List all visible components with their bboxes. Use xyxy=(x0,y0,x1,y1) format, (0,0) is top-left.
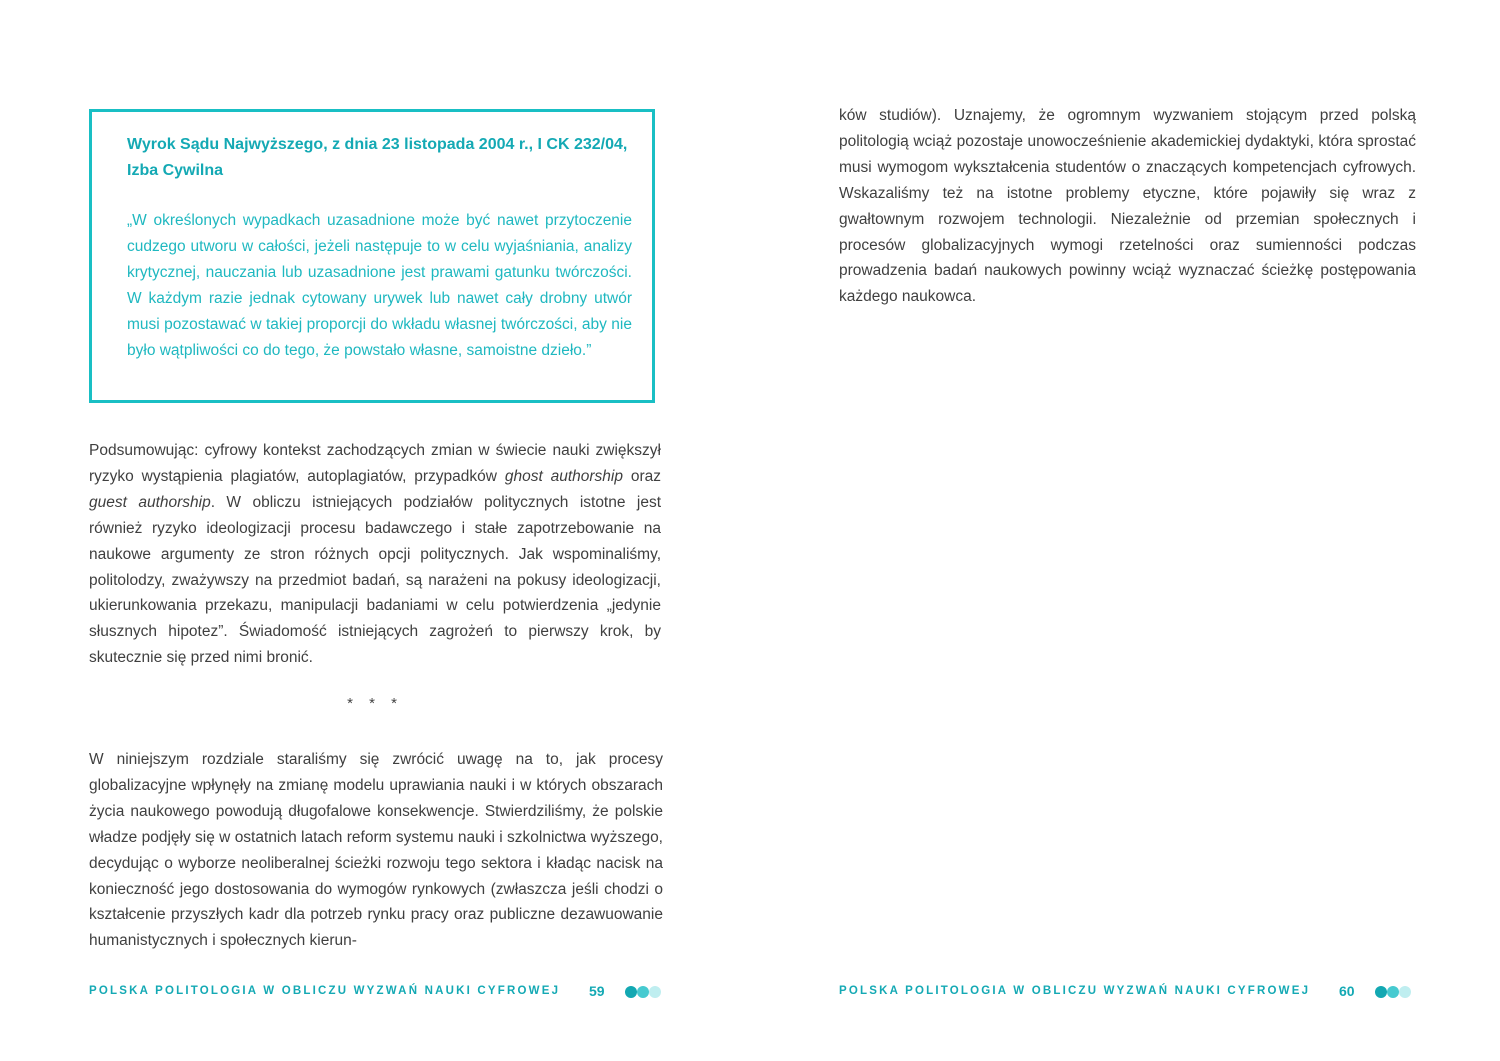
continuation-paragraph: ków studiów). Uznajemy, że ogromnym wyzwaniem stojącym przed polską politologią wciąż pozostaje unowocześnienie akademickiej dydaktyki, która sprostać musi wymogom wykształcenia studentów o znaczących kompetencjach cyfrowych. Wskazaliśmy też na istotne problemy etyczne, które pojawiły się wraz z gwałtownym rozwojem technologii. Niezależnie od przemian społecznych i procesów globalizacyjnych wymogi rzetelności oraz sumienności podczas prowadzenia badań naukowych powinny wciąż wyznaczać ścieżkę postępowania każdego naukowca. xyxy=(839,107,1416,306)
summary-text-part-1: Podsumowując: cyfrowy kontekst zachodzących zmian w świecie nauki zwiększył ryzyko wystąpienia plagiatów, autoplagiatów, przypadków xyxy=(89,442,661,485)
summary-italic-guest-authorship: guest authorship xyxy=(89,493,211,511)
section-separator: * * * xyxy=(347,695,403,712)
dot-light xyxy=(1399,986,1411,998)
quote-title: Wyrok Sądu Najwyższego, z dnia 23 listopada 2004 r., I CK 232/04, Izba Cywilna xyxy=(127,136,628,179)
right-page xyxy=(750,0,1500,1061)
dot-light xyxy=(649,986,661,998)
summary-text-part-2: oraz xyxy=(623,467,662,485)
court-ruling-quote-box xyxy=(89,109,655,403)
three-dots-icon xyxy=(625,986,665,998)
running-footer-title: POLSKA POLITOLOGIA W OBLICZU WYZWAŃ NAUKI CYFROWEJ xyxy=(89,985,561,997)
quote-text: „W określonych wypadkach uzasadnione może być nawet przytoczenie cudzego utworu w całości, jeżeli następuje to w celu wyjaśniania, analizy krytycznej, nauczania lub uzasadnione jest prawami gatunku twórczości. W każdym razie jednak cytowany urywek lub nawet cały drobny utwór musi pozostawać w takiej proporcji do wkładu własnej twórczości, aby nie było wątpliwości co do tego, że powstało własne, samoistne dzieło.” xyxy=(127,212,632,359)
chapter-summary-paragraph: W niniejszym rozdziale staraliśmy się zwrócić uwagę na to, jak procesy globalizacyjne wpłynęły na zmianę modelu uprawiania nauki i w których obszarach życia naukowego powodują długofalowe konsekwencje. Stwierdziliśmy, że polskie władze podjęły się w ostatnich latach reform systemu nauki i szkolnictwa wyższego, decydując o wyborze neoliberalnej ścieżki rozwoju tego sektora i kładąc nacisk na konieczność jego dostosowania do wymogów rynkowych (zwłaszcza jeśli chodzi o kształcenie przyszłych kadr dla potrzeb rynku pracy oraz publiczne dezawuowanie humanistycznych i społecznych kierun- xyxy=(89,751,663,950)
three-dots-icon xyxy=(1375,986,1415,998)
running-footer-title: POLSKA POLITOLOGIA W OBLICZU WYZWAŃ NAUKI CYFROWEJ xyxy=(839,985,1311,997)
dot-dark xyxy=(625,986,637,998)
page-number: 59 xyxy=(589,983,605,999)
dot-medium xyxy=(637,986,649,998)
dot-dark xyxy=(1375,986,1387,998)
summary-italic-ghost-authorship: ghost authorship xyxy=(504,467,623,485)
dot-medium xyxy=(1387,986,1399,998)
summary-text-part-3: . W obliczu istniejących podziałów politycznych istotne jest również ryzyko ideologizacji procesu badawczego i stałe zapotrzebowanie na naukowe argumenty ze stron różnych opcji politycznych. Jak wspominaliśmy, politolodzy, zważywszy na przedmiot badań, są narażeni na pokusy ideologizacji, ukierunkowania przekazu, manipulacji badaniami w celu potwierdzenia „jedynie słusznych hipotez”. Świadomość istniejących zagrożeń to pierwszy krok, by skutecznie się przed nimi bronić. xyxy=(89,493,662,667)
summary-paragraph xyxy=(89,438,661,671)
page-number: 60 xyxy=(1339,983,1355,999)
